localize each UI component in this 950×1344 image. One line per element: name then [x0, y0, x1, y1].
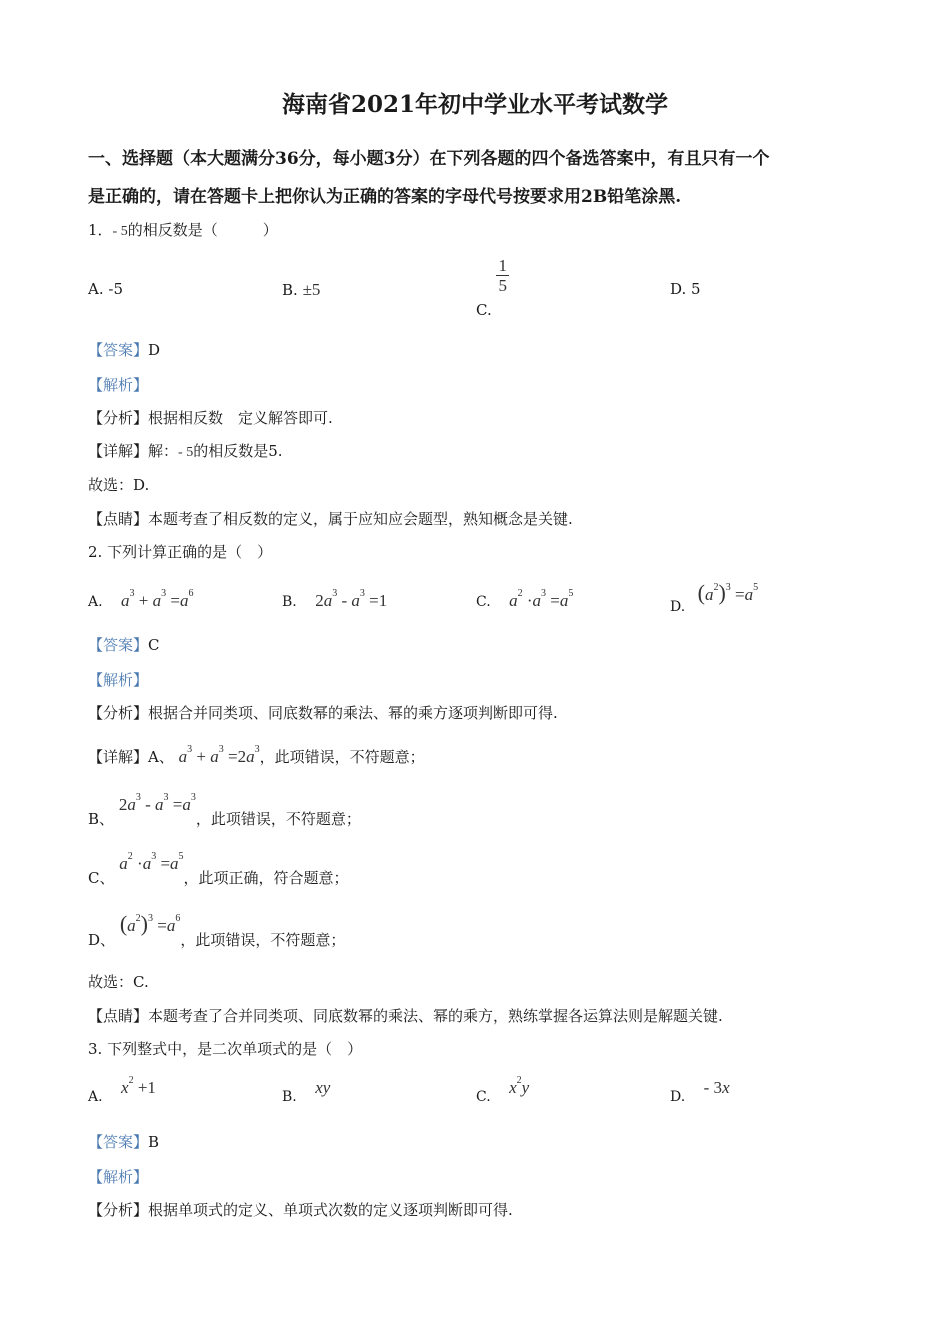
- q3-answer: 【答案】B: [88, 1133, 160, 1151]
- section-instructions-line1: 一、选择题（本大题满分36分，每小题3分）在下列各题的四个备选答案中，有且只有一个: [88, 149, 770, 169]
- q2-xiangjie-c: C、 $a^2 \cdot a^3 =a^5$，此项正确，符合题意；: [88, 851, 349, 887]
- q1-fenxi: 【分析】根据相反数 定义解答即可.: [88, 409, 333, 427]
- q3-option-b: B. xy: [282, 1078, 331, 1105]
- q2-fenxi: 【分析】根据合并同类项、同底数幂的乘法、幂的乘方逐项判断即可得.: [88, 704, 558, 722]
- question-3-stem: 3. 下列整式中，是二次单项式的是（ ）: [88, 1040, 363, 1058]
- q2-option-d: D. $(a^2)^3 =a^5$: [670, 580, 759, 615]
- q3-option-c: C. $x^2y$: [476, 1075, 530, 1105]
- q1-option-d: D. 5: [670, 280, 701, 298]
- q2-option-c: C. $a^2 \cdot a^3 =a^5$: [476, 588, 574, 610]
- q1-answer: 【答案】D: [88, 341, 161, 359]
- q1-guxuan: 故选：D.: [88, 476, 150, 494]
- fraction-one-fifth: $\frac{1}{5}$: [498, 256, 507, 295]
- question-1-stem: 1．- 5的相反数是（ ）: [88, 221, 278, 239]
- q3-option-a: A. $x^2 +1$: [88, 1075, 156, 1105]
- q3-option-d: D. - 3x: [670, 1078, 730, 1105]
- q2-analysis-label: 【解析】: [88, 671, 149, 689]
- q2-option-a: A. $a^3 + a^3 =a^6$: [88, 588, 194, 610]
- q2-guxuan: 故选：C.: [88, 973, 149, 991]
- q1-dianjing: 【点睛】本题考查了相反数的定义，属于应知应会题型，熟知概念是关键.: [88, 510, 573, 528]
- q2-xiangjie-b: B、 $2a^3 - a^3 =a^3$，此项错误，不符题意；: [88, 792, 361, 828]
- section-instructions-line2: 是正确的，请在答题卡上把你认为正确的答案的字母代号按要求用2B铅笔涂黑.: [88, 187, 682, 207]
- q2-dianjing: 【点睛】本题考查了合并同类项、同底数幂的乘法、幂的乘方，熟练掌握各运算法则是解题关键.: [88, 1007, 723, 1025]
- q1-xiangjie: 【详解】解：- 5的相反数是5.: [88, 442, 283, 460]
- q1-option-c: C. $\frac{1}{5}$: [476, 256, 507, 319]
- q1-option-a: A. -5: [88, 280, 123, 298]
- q2-xiangjie-d: D、 $(a^2)^3 =a^6$，此项错误，不符题意；: [88, 911, 346, 949]
- page-title: 海南省2021年初中学业水平考试数学: [281, 91, 668, 118]
- question-2-stem: 2. 下列计算正确的是（ ）: [88, 543, 273, 561]
- q3-fenxi: 【分析】根据单项式的定义、单项式次数的定义逐项判断即可得.: [88, 1201, 513, 1219]
- q1-analysis-label: 【解析】: [88, 376, 149, 394]
- q2-xiangjie-a: 【详解】A、 $a^3 + a^3 =2a^3$，此项错误，不符题意；: [88, 744, 425, 766]
- q2-option-b: B. $2a^3 - a^3 =1$: [282, 588, 388, 610]
- q3-analysis-label: 【解析】: [88, 1168, 149, 1186]
- q1-option-b: B. ±5: [282, 280, 321, 299]
- q2-answer: 【答案】C: [88, 636, 160, 654]
